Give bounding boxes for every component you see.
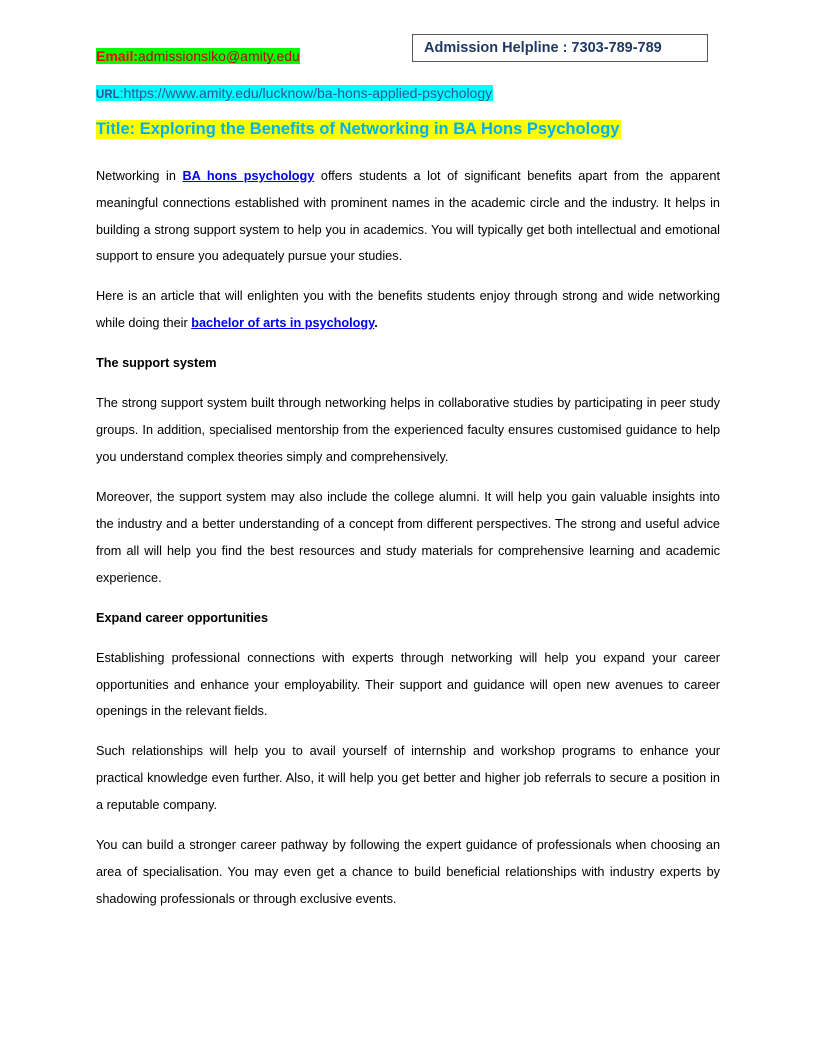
paragraph-text: offers students a lot of significant benefits apart from the apparent meaningful connections established with prominent names in the academic circle and the industry. It helps in building a strong support system to help you in academics. You will typically get both intellectual and emotional support to ensure you adequately pursue your studies. <box>96 169 721 264</box>
paragraph-support-2: Moreover, the support system may also include the college alumni. It will help you gain valuable insights into the industry and a better understanding of a concept from different perspectives. The strong and useful advice from all will help you find the best resources and study materials for comprehensive learning and academic experience. <box>96 490 720 585</box>
paragraph-career-2: Such relationships will help you to avail yourself of internship and workshop programs to enhance your practical knowledge even further. Also, it will help you get better and higher job referrals to secure a position in a reputable company. <box>96 744 720 813</box>
paragraph-career-1: Establishing professional connections with experts through networking will help you expand your career opportunities and enhance your employability. Their support and guidance will open new avenues to career openings in the relevant fields. <box>96 650 720 719</box>
email-line <box>96 48 300 64</box>
url-line <box>96 85 493 101</box>
paragraph-overview <box>96 283 720 337</box>
email-label: Email: <box>96 48 139 64</box>
ba-hons-psychology-link[interactable]: BA hons psychology <box>182 169 315 183</box>
bachelor-of-arts-link[interactable]: bachelor of arts in psychology <box>191 316 375 331</box>
article-body <box>96 163 720 926</box>
url-label: URL <box>96 89 120 101</box>
heading-support-system: The support system <box>96 356 217 371</box>
email-value[interactable]: admissionslko@amity.edu <box>138 48 300 64</box>
document-title: Title: Exploring the Benefits of Networking in BA Hons Psychology <box>96 120 620 138</box>
paragraph-support-1: The strong support system built through networking helps in collaborative studies by participating in peer study groups. In addition, specialised mentorship from the experienced faculty ensures customised guidance to help you understand complex theories simply and comprehensively. <box>96 396 720 465</box>
paragraph-text: Networking in <box>96 169 183 183</box>
heading-career-opportunities: Expand career opportunities <box>96 610 269 625</box>
url-value[interactable]: :https://www.amity.edu/lucknow/ba-hons-applied-psychology <box>119 85 493 101</box>
admission-helpline-box: Admission Helpline : 7303-789-789 <box>412 34 708 62</box>
paragraph-intro <box>96 163 720 270</box>
paragraph-text: Here is an article that will enlighten you with the benefits students enjoy through strong and wide networking while doing their <box>96 289 720 331</box>
paragraph-text: . <box>374 316 378 331</box>
paragraph-career-3: You can build a stronger career pathway by following the expert guidance of professionals when choosing an area of specialisation. You may even get a chance to build beneficial relationships with industry experts by shadowing professionals or through exclusive events. <box>96 838 720 906</box>
